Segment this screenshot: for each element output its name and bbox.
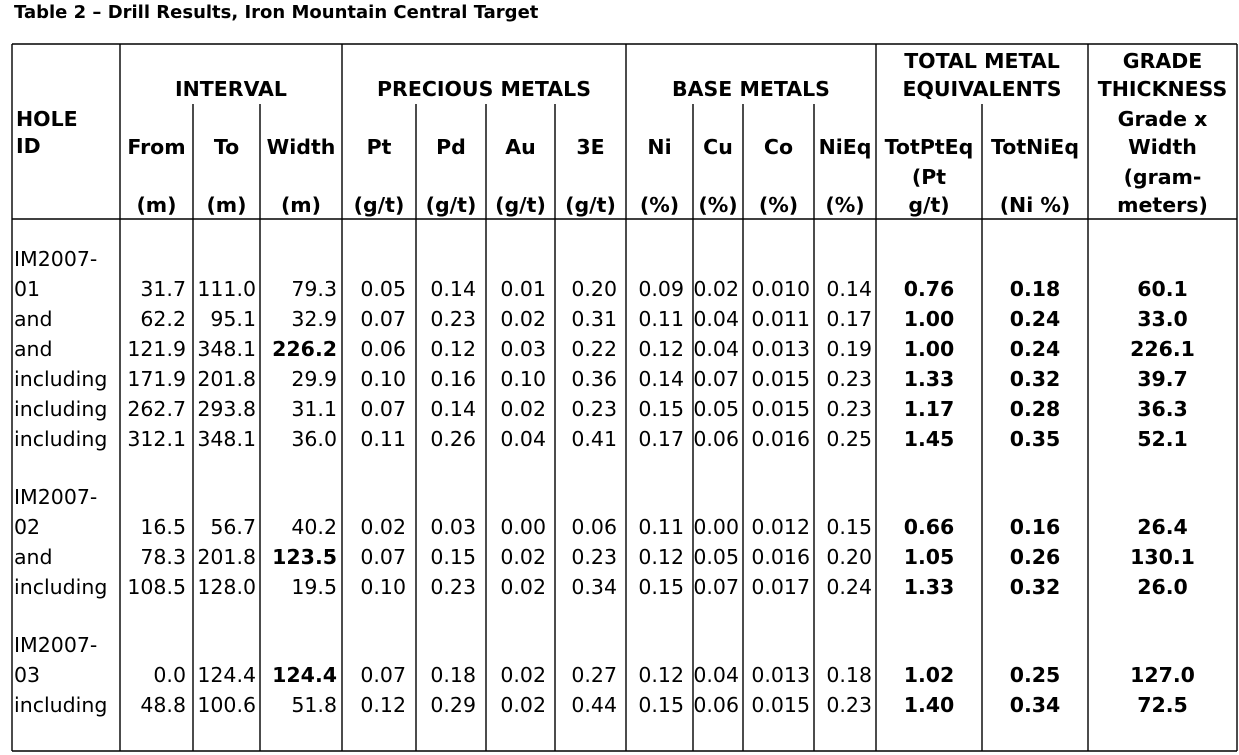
- table-cell: 0.17: [826, 307, 872, 331]
- table-cell: 32.9: [291, 307, 337, 331]
- table-cell: 1.33: [903, 367, 955, 391]
- table-cell: 0.07: [693, 367, 739, 391]
- table-cell: 0.015: [751, 397, 810, 421]
- table-cell: 0.015: [751, 693, 810, 717]
- column-header: ID: [16, 134, 41, 158]
- table-cell: 29.9: [291, 367, 337, 391]
- table-cell: 201.8: [197, 367, 256, 391]
- hole-id: 02: [14, 515, 41, 539]
- table-cell: 0.10: [360, 575, 406, 599]
- table-cell: 0.76: [903, 277, 955, 301]
- table-cell: 0.15: [430, 545, 476, 569]
- hole-id: IM2007-: [14, 485, 98, 509]
- table-cell: 0.02: [500, 693, 546, 717]
- column-unit: (%): [758, 193, 799, 217]
- table-cell: 0.14: [638, 367, 684, 391]
- group-header: INTERVAL: [175, 77, 287, 101]
- table-cell: 40.2: [291, 515, 337, 539]
- column-unit: (Pt: [911, 165, 947, 189]
- table-cell: 348.1: [197, 427, 256, 451]
- table-cell: 39.7: [1137, 367, 1188, 391]
- table-cell: 36.3: [1137, 397, 1188, 421]
- table-cell: 0.11: [360, 427, 406, 451]
- table-cell: 0.24: [826, 575, 872, 599]
- table-cell: 0.23: [430, 575, 476, 599]
- column-unit: (%): [639, 193, 680, 217]
- table-cell: 0.07: [360, 663, 406, 687]
- column-unit: meters): [1117, 193, 1208, 217]
- group-header: EQUIVALENTS: [902, 77, 1062, 101]
- table-cell: 95.1: [210, 307, 256, 331]
- table-header: [16, 49, 1227, 217]
- table-cell: 0.28: [1009, 397, 1061, 421]
- table-cell: 312.1: [127, 427, 186, 451]
- table-cell: 0.07: [693, 575, 739, 599]
- column-header: Width: [1128, 135, 1197, 159]
- interval-label: including: [14, 575, 108, 599]
- table-cell: 130.1: [1130, 545, 1195, 569]
- table-cell: 0.23: [430, 307, 476, 331]
- table-cell: 0.18: [1009, 277, 1061, 301]
- table-cell: 0.016: [751, 545, 810, 569]
- table-cell: 0.12: [638, 337, 684, 361]
- table-cell: 0.05: [693, 397, 739, 421]
- table-cell: 0.23: [571, 397, 617, 421]
- table-cell: 0.16: [1009, 515, 1061, 539]
- table-cell: 0.24: [1009, 337, 1061, 361]
- table-cell: 56.7: [210, 515, 256, 539]
- interval-label: including: [14, 427, 108, 451]
- table-cell: 51.8: [291, 693, 337, 717]
- table-cell: 0.02: [693, 277, 739, 301]
- table-cell: 0.44: [571, 693, 617, 717]
- table-cell: 0.20: [826, 545, 872, 569]
- table-cell: 0.29: [430, 693, 476, 717]
- table-cell: 1.33: [903, 575, 955, 599]
- group-header: TOTAL METAL: [904, 49, 1060, 73]
- table-cell: 0.15: [638, 575, 684, 599]
- table-cell: 0.32: [1009, 575, 1061, 599]
- table-cell: 1.02: [903, 663, 955, 687]
- table-cell: 0.06: [360, 337, 406, 361]
- table-cell: 48.8: [140, 693, 186, 717]
- table-cell: 0.18: [826, 663, 872, 687]
- table-cell: 19.5: [291, 575, 337, 599]
- table-cell: 0.25: [1009, 663, 1061, 687]
- table-cell: 124.4: [272, 663, 337, 687]
- interval-label: and: [14, 337, 53, 361]
- table-cell: 62.2: [140, 307, 186, 331]
- table-cell: 0.011: [751, 307, 810, 331]
- column-unit: g/t): [908, 193, 950, 217]
- table-cell: 0.19: [826, 337, 872, 361]
- table-cell: 0.03: [430, 515, 476, 539]
- table-cell: 1.17: [903, 397, 955, 421]
- table-cell: 0.016: [751, 427, 810, 451]
- column-header: To: [213, 135, 240, 159]
- table-cell: 128.0: [197, 575, 256, 599]
- table-cell: 0.22: [571, 337, 617, 361]
- interval-label: including: [14, 397, 108, 421]
- table-cell: 0.15: [826, 515, 872, 539]
- table-cell: 0.02: [500, 663, 546, 687]
- table-cell: 1.40: [903, 693, 955, 717]
- table-cell: 52.1: [1137, 427, 1188, 451]
- column-header: Pt: [366, 135, 392, 159]
- table-cell: 0.25: [826, 427, 872, 451]
- column-unit: (m): [136, 193, 177, 217]
- table-cell: 121.9: [127, 337, 186, 361]
- table-cell: 79.3: [291, 277, 337, 301]
- column-header: TotPtEq: [884, 135, 974, 159]
- table-cell: 26.0: [1137, 575, 1188, 599]
- table-cell: 0.0: [153, 663, 186, 687]
- table-cell: 60.1: [1137, 277, 1188, 301]
- table-cell: 0.12: [430, 337, 476, 361]
- table-cell: 0.10: [500, 367, 546, 391]
- table-cell: 26.4: [1137, 515, 1188, 539]
- table-cell: 0.07: [360, 397, 406, 421]
- column-header: Pd: [436, 135, 466, 159]
- table-cell: 0.34: [571, 575, 617, 599]
- table-body: [14, 247, 1195, 717]
- table-cell: 0.01: [500, 277, 546, 301]
- interval-label: including: [14, 367, 108, 391]
- table-cell: 0.17: [638, 427, 684, 451]
- table-cell: 36.0: [291, 427, 337, 451]
- table-cell: 0.05: [693, 545, 739, 569]
- table-cell: 0.04: [693, 663, 739, 687]
- table-cell: 124.4: [197, 663, 256, 687]
- table-cell: 0.12: [638, 545, 684, 569]
- table-cell: 33.0: [1137, 307, 1188, 331]
- table-cell: 0.06: [571, 515, 617, 539]
- table-cell: 0.09: [638, 277, 684, 301]
- table-cell: 171.9: [127, 367, 186, 391]
- table-cell: 0.04: [693, 307, 739, 331]
- table-cell: 0.15: [638, 693, 684, 717]
- column-header: Grade x: [1117, 107, 1208, 131]
- table-cell: 0.12: [360, 693, 406, 717]
- table-cell: 0.23: [826, 367, 872, 391]
- table-cell: 72.5: [1137, 693, 1188, 717]
- column-header: Cu: [703, 135, 733, 159]
- table-cell: 78.3: [140, 545, 186, 569]
- table-cell: 0.02: [500, 545, 546, 569]
- group-header: BASE METALS: [672, 77, 830, 101]
- column-unit: (%): [698, 193, 738, 217]
- table-cell: 0.06: [693, 693, 739, 717]
- table-cell: 0.013: [751, 337, 810, 361]
- table-cell: 0.14: [430, 277, 476, 301]
- column-unit: (%): [825, 193, 865, 217]
- table-cell: 16.5: [140, 515, 186, 539]
- table-cell: 0.32: [1009, 367, 1061, 391]
- table-cell: 0.00: [693, 515, 739, 539]
- column-header: Au: [505, 135, 536, 159]
- table-cell: 0.23: [826, 397, 872, 421]
- table-cell: 0.02: [360, 515, 406, 539]
- table-cell: 0.20: [571, 277, 617, 301]
- table-cell: 0.02: [500, 307, 546, 331]
- hole-id: IM2007-: [14, 247, 98, 271]
- table-cell: 0.18: [430, 663, 476, 687]
- table-cell: 0.27: [571, 663, 617, 687]
- group-header: GRADE: [1122, 49, 1203, 73]
- table-cell: 0.34: [1009, 693, 1061, 717]
- table-cell: 0.36: [571, 367, 617, 391]
- table-cell: 0.66: [903, 515, 955, 539]
- table-cell: 0.31: [571, 307, 617, 331]
- table-cell: 0.41: [571, 427, 617, 451]
- table-cell: 108.5: [127, 575, 186, 599]
- table-cell: 123.5: [272, 545, 337, 569]
- table-cell: 127.0: [1130, 663, 1195, 687]
- column-unit: (m): [206, 193, 247, 217]
- table-cell: 1.00: [903, 307, 955, 331]
- column-header: 3E: [576, 135, 605, 159]
- group-header: THICKNESS: [1097, 77, 1228, 101]
- table-cell: 0.00: [500, 515, 546, 539]
- column-header: Width: [266, 135, 336, 159]
- interval-label: and: [14, 545, 53, 569]
- column-header: Ni: [647, 135, 672, 159]
- table-cell: 0.07: [360, 307, 406, 331]
- table-cell: 0.04: [693, 337, 739, 361]
- table-cell: 1.45: [903, 427, 955, 451]
- interval-label: and: [14, 307, 53, 331]
- table-cell: 262.7: [127, 397, 186, 421]
- column-header: HOLE: [16, 107, 78, 131]
- table-cell: 111.0: [197, 277, 256, 301]
- table-cell: 0.10: [360, 367, 406, 391]
- table-cell: 226.1: [1130, 337, 1195, 361]
- table-cell: 0.23: [571, 545, 617, 569]
- table-cell: 0.26: [430, 427, 476, 451]
- table-cell: 0.017: [751, 575, 810, 599]
- table-cell: 0.010: [751, 277, 810, 301]
- column-unit: (g/t): [353, 193, 405, 217]
- column-unit: (Ni %): [999, 193, 1071, 217]
- table-cell: 201.8: [197, 545, 256, 569]
- column-header: From: [127, 135, 186, 159]
- column-unit: (g/t): [425, 193, 477, 217]
- table-cell: 1.00: [903, 337, 955, 361]
- table-cell: 0.06: [693, 427, 739, 451]
- column-header: TotNiEq: [990, 135, 1080, 159]
- table-cell: 0.35: [1009, 427, 1061, 451]
- table-cell: 0.24: [1009, 307, 1061, 331]
- table-cell: 0.16: [430, 367, 476, 391]
- table-cell: 0.05: [360, 277, 406, 301]
- table-cell: 0.12: [638, 663, 684, 687]
- table-cell: 31.1: [291, 397, 337, 421]
- column-unit: (g/t): [565, 193, 616, 217]
- column-header: NiEq: [818, 135, 872, 159]
- group-header: PRECIOUS METALS: [377, 77, 591, 101]
- table-cell: 0.012: [751, 515, 810, 539]
- table-cell: 0.23: [826, 693, 872, 717]
- hole-id: 01: [14, 277, 41, 301]
- table-cell: 0.03: [500, 337, 546, 361]
- table-cell: 1.05: [903, 545, 955, 569]
- table-cell: 0.013: [751, 663, 810, 687]
- table-cell: 0.26: [1009, 545, 1061, 569]
- table-cell: 0.11: [638, 307, 684, 331]
- hole-id: 03: [14, 663, 41, 687]
- table-cell: 0.14: [826, 277, 872, 301]
- table-cell: 0.015: [751, 367, 810, 391]
- table-cell: 100.6: [197, 693, 256, 717]
- hole-id: IM2007-: [14, 633, 98, 657]
- table-cell: 0.15: [638, 397, 684, 421]
- interval-label: including: [14, 693, 108, 717]
- table-cell: 0.02: [500, 575, 546, 599]
- table-cell: 0.07: [360, 545, 406, 569]
- table-cell: 0.04: [500, 427, 546, 451]
- column-unit: (g/t): [495, 193, 546, 217]
- table-cell: 0.02: [500, 397, 546, 421]
- table-cell: 31.7: [140, 277, 186, 301]
- table-cell: 348.1: [197, 337, 256, 361]
- column-header: Co: [763, 135, 794, 159]
- column-unit: (gram-: [1123, 165, 1202, 189]
- table-cell: 0.11: [638, 515, 684, 539]
- table-cell: 293.8: [197, 397, 256, 421]
- table-title: Table 2 – Drill Results, Iron Mountain Central Target: [14, 2, 539, 23]
- column-unit: (m): [280, 193, 322, 217]
- table-cell: 0.14: [430, 397, 476, 421]
- table-cell: 226.2: [272, 337, 337, 361]
